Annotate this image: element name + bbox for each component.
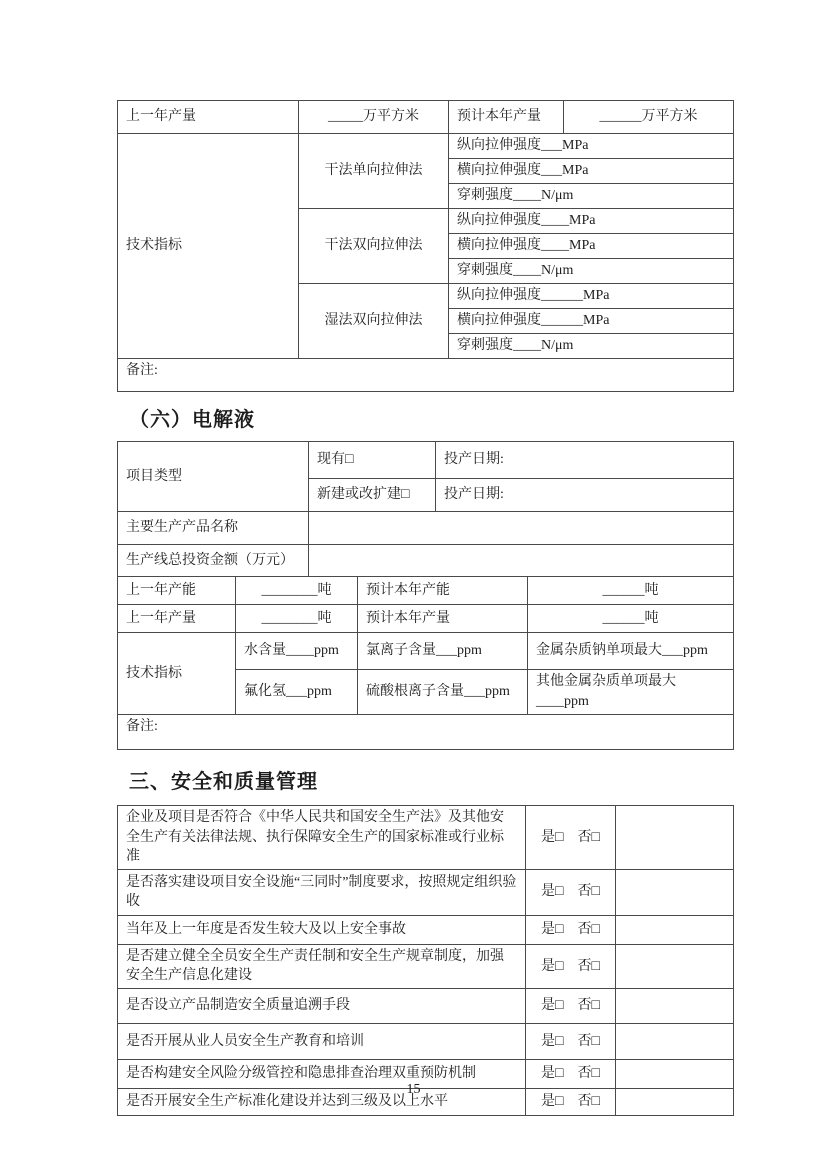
table-row <box>118 869 734 915</box>
page-content <box>117 100 733 1116</box>
investment-label: 生产线总投资金额（万元） <box>118 545 309 577</box>
yes-no-checkboxes[interactable]: 是□ 否□ <box>526 806 616 870</box>
table-row <box>118 512 734 545</box>
method-dry-uniaxial: 干法单向拉伸法 <box>299 134 449 209</box>
answer-note-blank[interactable] <box>616 806 734 870</box>
metric-blank[interactable]: 穿刺强度____N/μm <box>449 184 734 209</box>
answer-note-blank[interactable] <box>616 915 734 944</box>
yes-no-checkboxes[interactable]: 是□ 否□ <box>526 1059 616 1088</box>
table-row <box>118 633 734 670</box>
question-dual-prevention: 是否构建安全风险分级管控和隐患排查治理双重预防机制 <box>118 1059 526 1088</box>
answer-note-blank[interactable] <box>616 944 734 988</box>
metric-blank[interactable]: 横向拉伸强度______MPa <box>449 309 734 334</box>
est-year-output-label: 预计本年产量 <box>449 101 564 134</box>
method-wet-biaxial: 湿法双向拉伸法 <box>299 284 449 359</box>
table-row <box>118 806 734 870</box>
chloride-content-blank[interactable]: 氯离子含量___ppm <box>358 633 528 670</box>
est-capacity-label: 预计本年产能 <box>358 577 528 605</box>
sodium-impurity-blank[interactable]: 金属杂质钠单项最大___ppm <box>528 633 734 670</box>
water-content-blank[interactable]: 水含量____ppm <box>236 633 358 670</box>
separator-table <box>117 100 734 392</box>
question-three-simultaneous: 是否落实建设项目安全设施“三同时”制度要求，按照规定组织验收 <box>118 869 526 915</box>
electrolyte-project-table <box>117 441 734 577</box>
prev-capacity-label: 上一年产能 <box>118 577 236 605</box>
page-number: 15 <box>406 1082 421 1097</box>
prev-year-output-blank[interactable]: _____万平方米 <box>299 101 449 134</box>
tech-indicator-label: 技术指标 <box>118 633 236 715</box>
table-row <box>118 101 734 134</box>
est-year-output-blank[interactable]: ______万平方米 <box>564 101 734 134</box>
question-quality-traceability: 是否设立产品制造安全质量追溯手段 <box>118 988 526 1023</box>
metric-blank[interactable]: 穿刺强度____N/μm <box>449 259 734 284</box>
table-row <box>118 577 734 605</box>
table-row <box>118 605 734 633</box>
question-standardization-level: 是否开展安全生产标准化建设并达到三级及以上水平 <box>118 1088 526 1115</box>
table-row <box>118 1023 734 1059</box>
answer-note-blank[interactable] <box>616 988 734 1023</box>
metric-blank[interactable]: 横向拉伸强度___MPa <box>449 159 734 184</box>
product-name-blank[interactable] <box>309 512 734 545</box>
existing-checkbox[interactable]: 现有□ <box>309 442 436 479</box>
answer-note-blank[interactable] <box>616 869 734 915</box>
est-output-blank[interactable]: ______吨 <box>528 605 734 633</box>
question-safety-training: 是否开展从业人员安全生产教育和培训 <box>118 1023 526 1059</box>
table-row <box>118 944 734 988</box>
investment-blank[interactable] <box>309 545 734 577</box>
metric-blank[interactable]: 横向拉伸强度____MPa <box>449 234 734 259</box>
answer-note-blank[interactable] <box>616 1023 734 1059</box>
safety-checklist-table <box>117 805 734 1116</box>
yes-no-checkboxes[interactable]: 是□ 否□ <box>526 915 616 944</box>
sulfate-content-blank[interactable]: 硫酸根离子含量___ppm <box>358 670 528 715</box>
remarks-blank[interactable]: 备注: <box>118 359 734 392</box>
prev-output-label: 上一年产量 <box>118 605 236 633</box>
remarks-blank[interactable]: 备注: <box>118 715 734 750</box>
est-capacity-blank[interactable]: ______吨 <box>528 577 734 605</box>
method-dry-biaxial: 干法双向拉伸法 <box>299 209 449 284</box>
metric-blank[interactable]: 纵向拉伸强度___MPa <box>449 134 734 159</box>
prev-year-output-label: 上一年产量 <box>118 101 299 134</box>
existing-date-blank[interactable]: 投产日期: <box>436 442 734 479</box>
hf-content-blank[interactable]: 氟化氢___ppm <box>236 670 358 715</box>
table-row <box>118 359 734 392</box>
yes-no-checkboxes[interactable]: 是□ 否□ <box>526 1088 616 1115</box>
prev-output-blank[interactable]: ________吨 <box>236 605 358 633</box>
metric-blank[interactable]: 纵向拉伸强度______MPa <box>449 284 734 309</box>
tech-indicator-label: 技术指标 <box>118 134 299 359</box>
question-law-compliance: 企业及项目是否符合《中华人民共和国安全生产法》及其他安全生产有关法律法规、执行保障安全生产的国家标准或行业标准 <box>118 806 526 870</box>
table-row <box>118 442 734 479</box>
prev-capacity-blank[interactable]: ________吨 <box>236 577 358 605</box>
question-accidents: 当年及上一年度是否发生较大及以上安全事故 <box>118 915 526 944</box>
yes-no-checkboxes[interactable]: 是□ 否□ <box>526 988 616 1023</box>
metric-blank[interactable]: 纵向拉伸强度____MPa <box>449 209 734 234</box>
section-title-electrolyte: （六）电解液 <box>129 409 255 431</box>
product-name-label: 主要生产产品名称 <box>118 512 309 545</box>
table-row <box>118 134 734 159</box>
yes-no-checkboxes[interactable]: 是□ 否□ <box>526 1023 616 1059</box>
new-date-blank[interactable]: 投产日期: <box>436 479 734 512</box>
table-row <box>118 715 734 750</box>
project-type-label: 项目类型 <box>118 442 309 512</box>
est-output-label: 预计本年产量 <box>358 605 528 633</box>
yes-no-checkboxes[interactable]: 是□ 否□ <box>526 944 616 988</box>
table-row <box>118 915 734 944</box>
metric-blank[interactable]: 穿刺强度____N/μm <box>449 334 734 359</box>
question-responsibility-system: 是否建立健全全员安全生产责任制和安全生产规章制度，加强安全生产信息化建设 <box>118 944 526 988</box>
table-row <box>118 545 734 577</box>
table-row <box>118 988 734 1023</box>
section-title-safety-quality: 三、安全和质量管理 <box>129 771 318 793</box>
yes-no-checkboxes[interactable]: 是□ 否□ <box>526 869 616 915</box>
new-or-expanded-checkbox[interactable]: 新建或改扩建□ <box>309 479 436 512</box>
electrolyte-capacity-table <box>117 576 734 750</box>
other-impurity-blank[interactable]: 其他金属杂质单项最大____ppm <box>528 670 734 715</box>
